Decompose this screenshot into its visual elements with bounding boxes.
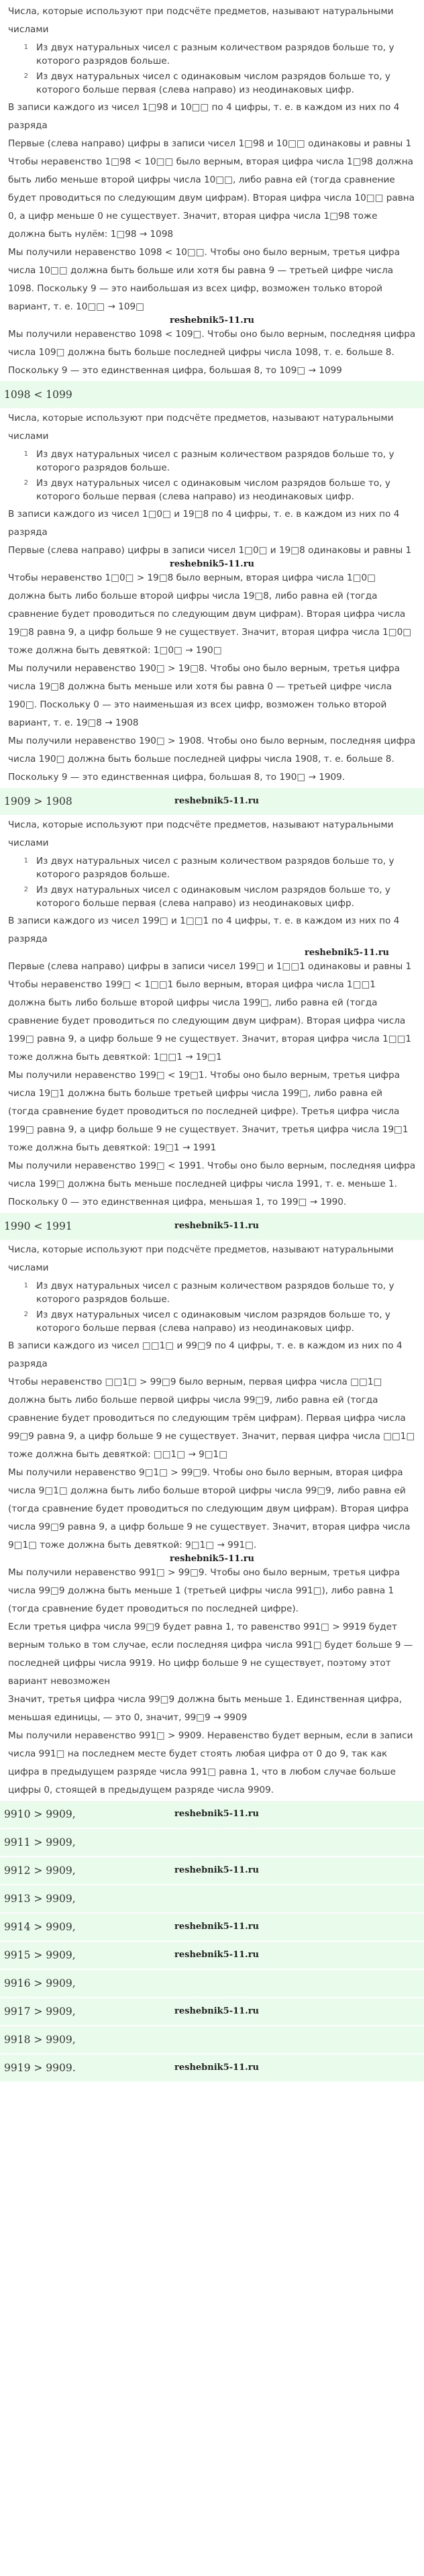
- intro-text: Числа, которые используют при подсчёте предметов, называют натуральными числами: [8, 1244, 394, 1273]
- rule-item: 2 Из двух натуральных чисел с одинаковым числом разрядов больше то, у которого больше первая (слева направо) из неодинаковых цифр.: [23, 885, 390, 909]
- intro-text: Числа, которые используют при подсчёте предметов, называют натуральными числами: [8, 820, 394, 848]
- solution-line: Мы получили неравенство 1098 < 10□□. Чтобы оно было верным, третья цифра числа 10□□ должна быть больше или хотя бы равна 9 — третьей цифре числа 1098. Поскольку 9 — это наибольшая из всех цифр, возможен только второй вариант, т. е. 10□□ → 109□: [8, 247, 401, 312]
- solution-line: В записи каждого из чисел □□1□ и 99□9 по 4 цифры, т. е. в каждом из них по 4 разряда: [8, 1340, 403, 1369]
- solution-line: В записи каждого из чисел 1□0□ и 19□8 по 4 цифры, т. е. в каждом из них по 4 разряда: [8, 509, 400, 538]
- solution-line: Мы получили неравенство 9□1□ > 99□9. Чтобы оно было верным, вторая цифра числа 9□1□ должна быть либо больше второй цифры числа 99□9, либо равна ей (тогда сравнение будет проводиться по следующим двум цифрам). Вторая цифра числа 99□9 равна 9, а цифр больше 9 не существует. Значит, вторая цифра числа 9□1□ тоже должна быть девяткой: 9□1□ → 991□.: [8, 1467, 411, 1550]
- solution-line: Мы получили неравенство 991□ > 9909. Неравенство будет верным, если в записи числа 991□ на последнем месте будет стоять любая цифра от 0 до 9, так как цифра в предыдущем разряде числа 991□ равна 1, что в любом случае больше цифры 0, стоящей в предыдущем разряде числа 9909.: [8, 1730, 413, 1795]
- solution-section-2: [4, 409, 416, 815]
- watermark-text: reshebnik5-11.ru: [174, 1865, 260, 1875]
- result-box: 9915 > 9909, reshebnik5-11.ru: [0, 1942, 424, 1969]
- result-box: 9916 > 9909,: [0, 1970, 424, 1997]
- result-box: 9914 > 9909, reshebnik5-11.ru: [0, 1914, 424, 1940]
- solution-line: Мы получили неравенство 199□ < 1991. Чтобы оно было верным, последняя цифра числа 199□ должна быть меньше последней цифры числа 1991, т. е. меньше 1. Поскольку 0 — это единственная цифра, меньшая 1, то 199□ → 1990.: [8, 1160, 416, 1207]
- watermark-text: reshebnik5-11.ru: [169, 315, 254, 326]
- watermark-text: reshebnik5-11.ru: [174, 1922, 260, 1932]
- result-box: 9912 > 9909, reshebnik5-11.ru: [0, 1857, 424, 1884]
- rule-item: 2 Из двух натуральных чисел с одинаковым числом разрядов больше то, у которого больше первая (слева направо) из неодинаковых цифр.: [23, 1309, 390, 1334]
- watermark-text: reshebnik5-11.ru: [174, 1950, 260, 1960]
- solution-line: Первые (слева направо) цифры в записи чисел 1□0□ и 19□8 одинаковы и равны 1: [8, 545, 412, 556]
- solution-section-3: [4, 816, 416, 1240]
- solution-line: Чтобы неравенство 1□98 < 10□□ было верным, вторая цифра числа 1□98 должна быть либо меньше второй цифры числа 10□□, либо равна ей (тогда сравнение будет проводиться по следующим двум цифрам). Вторая цифра числа 10□□ равна 0, а цифр меньше 0 не существует. Значит, вторая цифра числа 1□98 тоже должна быть нулём: 1□98 → 1098: [8, 156, 415, 240]
- watermark-text: reshebnik5-11.ru: [169, 559, 254, 569]
- rule-item: 1 Из двух натуральных чисел с разным количеством разрядов больше то, у которого разрядов больше.: [23, 1281, 394, 1305]
- result-box: 9910 > 9909, reshebnik5-11.ru: [0, 1801, 424, 1828]
- solution-line: Мы получили неравенство 190□ > 19□8. Чтобы оно было верным, третья цифра числа 19□8 должна быть меньше или хотя бы равна 0 — третьей цифре числа 190□. Поскольку 0 — это наименьшая из всех цифр, возможен только второй вариант, т. е. 19□8 → 1908: [8, 663, 401, 728]
- watermark-text: reshebnik5-11.ru: [174, 1809, 260, 1819]
- watermark-text: reshebnik5-11.ru: [174, 2006, 260, 2016]
- solution-line: Если третья цифра числа 99□9 будет равна 1, то равенство 991□ > 9919 будет верным только в том случае, если последняя цифра числа 991□ будет больше 9 — последней цифры числа 9919. Но цифр больше 9 не существует, поэтому этот вариант невозможен: [8, 1622, 413, 1687]
- intro-text: Числа, которые используют при подсчёте предметов, называют натуральными числами: [8, 413, 394, 442]
- solution-line: Мы получили неравенство 991□ > 99□9. Чтобы оно было верным, третья цифра числа 99□9 должна быть меньше 1 (третьей цифры числа 991□), либо равна 1 (тогда сравнение будет проводиться по последней цифре).: [8, 1567, 401, 1614]
- solution-section-1: [4, 3, 416, 408]
- watermark-text: reshebnik5-11.ru: [174, 2063, 260, 2073]
- solution-line: Значит, третья цифра числа 99□9 должна быть меньше 1. Единственная цифра, меньшая единицы, — это 0, значит, 99□9 → 9909: [8, 1694, 403, 1723]
- watermark-text: reshebnik5-11.ru: [174, 796, 260, 806]
- result-box: 9919 > 9909. reshebnik5-11.ru: [0, 2054, 424, 2081]
- solution-line: Мы получили неравенство 1098 < 109□. Чтобы оно было верным, последняя цифра числа 109□ должна быть больше последней цифры числа 1098, т. е. больше 8. Поскольку 9 — это единственная цифра, большая 8, то 109□ → 1099: [8, 329, 416, 376]
- result-box: 9911 > 9909,: [0, 1829, 424, 1856]
- solution-section-4: [4, 1241, 416, 2081]
- rule-item: 1 Из двух натуральных чисел с разным количеством разрядов больше то, у которого разрядов больше.: [23, 42, 394, 66]
- result-box: 9917 > 9909, reshebnik5-11.ru: [0, 1998, 424, 2025]
- solution-line: Мы получили неравенство 199□ < 19□1. Чтобы оно было верным, третья цифра числа 19□1 должна быть больше третьей цифры числа 199□, либо равна ей (тогда сравнение будет проводиться по последней цифре). Третья цифра числа 199□ равна 9, а цифр больше 9 не существует. Значит, третья цифра числа 19□1 тоже должна быть девяткой: 19□1 → 1991: [8, 1070, 409, 1153]
- watermark-text: reshebnik5-11.ru: [174, 1221, 260, 1231]
- result-box: 1909 > 1908 reshebnik5-11.ru: [0, 788, 424, 815]
- solution-line: Чтобы неравенство □□1□ > 99□9 было верным, первая цифра числа □□1□ должна быть либо больше первой цифры числа 99□9, либо равна ей (тогда сравнение будет проводиться по следующим трём цифрам). Первая цифра числа 99□9 равна 9, а цифр больше 9 не существует. Значит, первая цифра числа □□1□ тоже должна быть девяткой: □□1□ → 9□1□: [8, 1377, 415, 1460]
- solution-line: Чтобы неравенство 199□ < 1□□1 было верным, вторая цифра числа 1□□1 должна быть либо больше второй цифры числа 199□, либо равна ей (тогда сравнение будет проводиться по следующим двум цифрам). Вторая цифра числа 199□ равна 9, а цифр больше 9 не существует. Значит, вторая цифра числа 1□□1 тоже должна быть девяткой: 1□□1 → 19□1: [8, 979, 412, 1062]
- result-box: 1990 < 1991 reshebnik5-11.ru: [0, 1213, 424, 1240]
- rule-item: 2 Из двух натуральных чисел с одинаковым числом разрядов больше то, у которого больше первая (слева направо) из неодинаковых цифр.: [23, 71, 390, 95]
- solution-line: Чтобы неравенство 1□0□ > 19□8 было верным, вторая цифра числа 1□0□ должна быть либо больше второй цифры числа 19□8, либо равна ей (тогда сравнение будет проводиться по следующим двум цифрам). Вторая цифра числа 19□8 равна 9, а цифр больше 9 не существует. Значит, вторая цифра числа 1□0□ тоже должна быть девяткой: 1□0□ → 190□: [8, 573, 412, 656]
- result-box: 1098 < 1099: [0, 381, 424, 408]
- solution-line: В записи каждого из чисел 199□ и 1□□1 по 4 цифры, т. е. в каждом из них по 4 разряда: [8, 915, 400, 944]
- rule-item: 1 Из двух натуральных чисел с разным количеством разрядов больше то, у которого разрядов больше.: [23, 449, 394, 473]
- watermark-text: reshebnik5-11.ru: [304, 948, 389, 958]
- watermark-text: reshebnik5-11.ru: [169, 1554, 254, 1564]
- solution-line: В записи каждого из чисел 1□98 и 10□□ по 4 цифры, т. е. в каждом из них по 4 разряда: [8, 102, 400, 131]
- solution-line: Мы получили неравенство 190□ > 1908. Чтобы оно было верным, последняя цифра числа 190□ должна быть больше последней цифры числа 1908, т. е. больше 8. Поскольку 9 — это единственная цифра, большая 8, то 190□ → 1909.: [8, 736, 416, 783]
- solution-line: Первые (слева направо) цифры в записи чисел 199□ и 1□□1 одинаковы и равны 1: [8, 961, 412, 972]
- result-box: 9913 > 9909,: [0, 1885, 424, 1912]
- result-box: 9918 > 9909,: [0, 2026, 424, 2053]
- intro-text: Числа, которые используют при подсчёте предметов, называют натуральными числами: [8, 6, 394, 35]
- rule-item: 1 Из двух натуральных чисел с разным количеством разрядов больше то, у которого разрядов больше.: [23, 856, 394, 880]
- solution-line: Первые (слева направо) цифры в записи чисел 1□98 и 10□□ одинаковы и равны 1: [8, 138, 412, 149]
- rule-item: 2 Из двух натуральных чисел с одинаковым числом разрядов больше то, у которого больше первая (слева направо) из неодинаковых цифр.: [23, 478, 390, 502]
